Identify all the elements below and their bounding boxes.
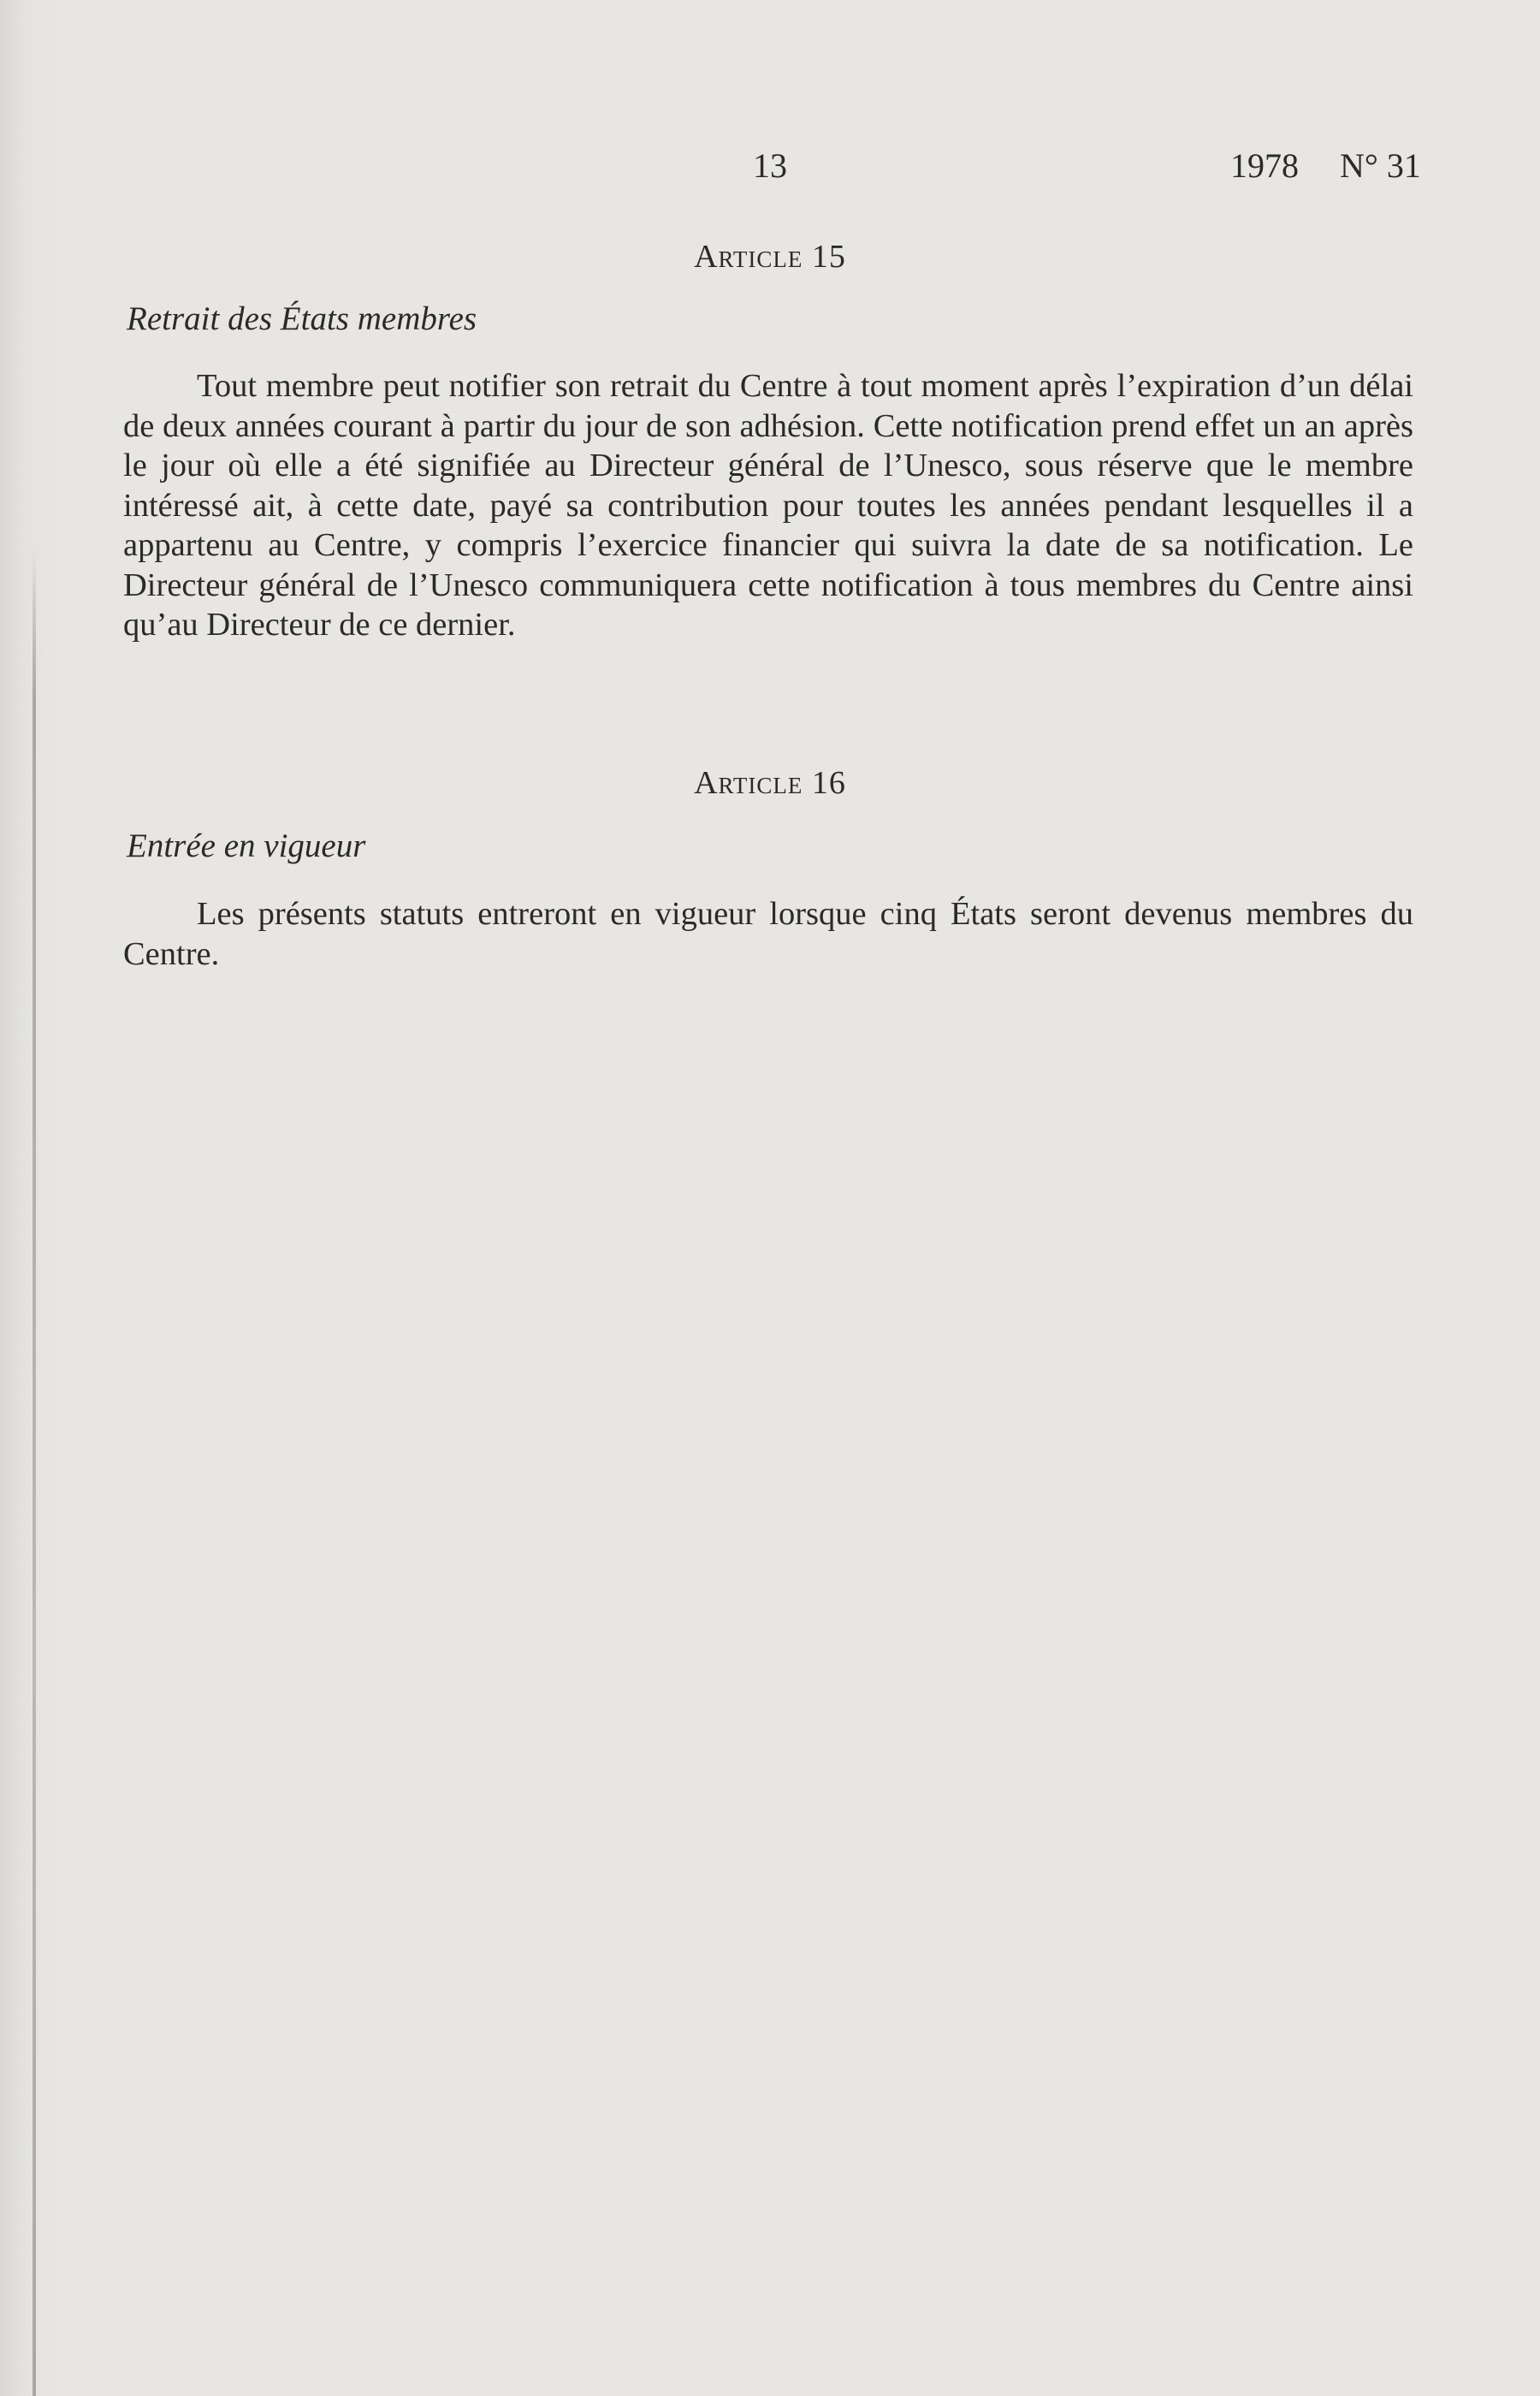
- article-15-heading-number: 15: [811, 239, 846, 275]
- header-year: 1978: [1230, 146, 1299, 185]
- header-issue-number: N° 31: [1340, 146, 1421, 185]
- article-16-heading: [0, 764, 1540, 802]
- article-15-subtitle: Retrait des États membres: [127, 300, 477, 337]
- article-15-heading: [0, 238, 1540, 276]
- article-16-heading-number: 16: [811, 765, 846, 801]
- page-number: 13: [753, 146, 787, 185]
- article-16-heading-word: Article: [694, 765, 803, 801]
- page-binding-edge: [33, 548, 36, 2396]
- article-15-heading-word: Article: [694, 239, 803, 275]
- page-header: [0, 145, 1540, 197]
- article-16-paragraph: Les présents statuts entreront en vigueur lorsque cinq États seront devenus membres du Centre.: [123, 896, 1413, 972]
- article-16-subtitle: Entrée en vigueur: [127, 827, 366, 864]
- article-15-paragraph: Tout membre peut notifier son retrait du Centre à tout moment après l’expiration d’un délai de deux années courant à partir du jour de son adhésion. Cette notification prend effet un an après le jour où elle a été signifiée au Directeur général de l’Unesco, sous réserve que le membre intéressé ait, à cette date, payé sa contribution pour toutes les années pendant lesquelles il a appartenu au Centre, y compris l’exercice financier qui suivra la date de sa notification. Le Directeur général de l’Unesco communiquera cette notification à tous membres du Centre ainsi qu’au Directeur de ce dernier.: [123, 368, 1413, 643]
